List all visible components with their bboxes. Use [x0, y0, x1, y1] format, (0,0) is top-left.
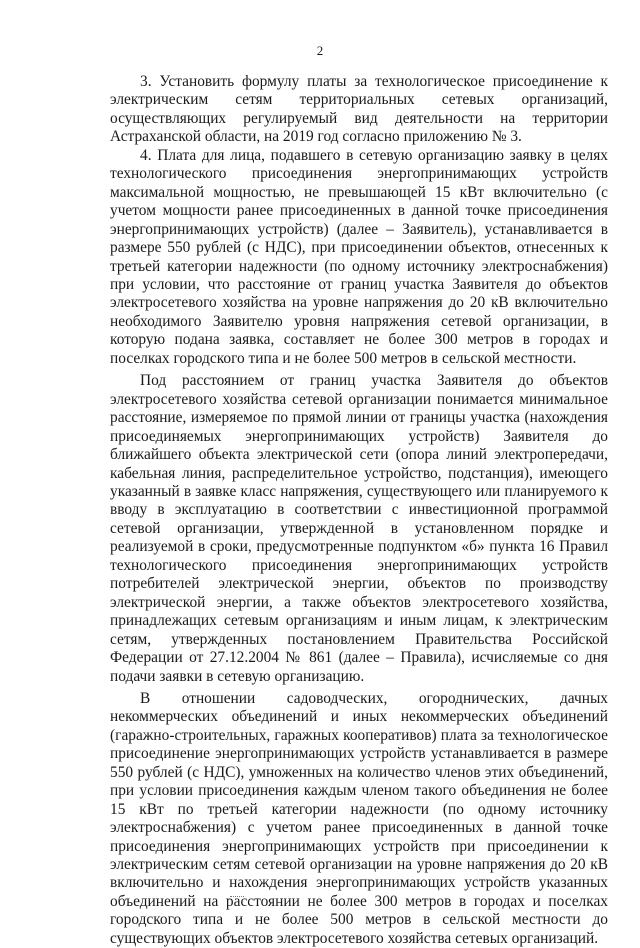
paragraph-item-4: 4. Плата для лица, подавшего в сетевую организацию заявку в целях технологического присоединения энергопринимающих устройств максимальной мощностью, не превышающей 15 кВт включительно (с учетом мощности ранее присоединенных в данной точке присоединения энергопринимающих устройств) (далее – Заявитель), устанавливается в размере 550 рублей (с НДС), при присоединении объектов, отнесенных к третьей категории надежности (по одному источнику электроснабжения) при условии, что расстояние от границ участка Заявителя до объектов электросетевого хозяйства на уровне напряжения до 20 кВ включительно необходимого Заявителю уровня напряжения сетевой организации, в которую подана заявка, составляет не более 300 метров в городах и поселках городского типа и не более 500 метров в сельской местности. [110, 146, 608, 367]
paragraph-distance-definition: Под расстоянием от границ участка Заявителя до объектов электросетевого хозяйства сетевой организации понимается минимальное расстояние, измеряемое по прямой линии от границы участка (нахождения присоединяемых энергопринимающих устройств) Заявителя до ближайшего объекта электрической сети (опора линий электропередачи, кабельная линия, распределительное устройство, подстанция), имеющего указанный в заявке класс напряжения, существующего или планируемого к вводу в эксплуатацию в соответствии с инвестиционной программой сетевой организации, утвержденной в установленном порядке и реализуемой в сроки, предусмотренные подпунктом «б» пункта 16 Правил технологического присоединения энергопринимающих устройств потребителей электрической энергии, объектов по производству электрической энергии, а также объектов электросетевого хозяйства, принадлежащих сетевым организациям и иным лицам, к электрическим сетям, утвержденных постановлением Правительства Российской Федерации от 27.12.2004 № 861 (далее – Правила), исчисляемые со дня подачи заявки в сетевую организацию. [110, 372, 608, 685]
scan-footer-mark [230, 896, 244, 899]
paragraph-nonprofit-associations: В отношении садоводческих, огороднических, дачных некоммерческих объединений и иных некоммерческих объединений (гаражно-строительных, гаражных кооперативов) плата за технологическое присоединение энергопринимающих устройств устанавливается в размере 550 рублей (с НДС), умноженных на количество членов этих объединений, при условии присоединения каждым членом такого объединения не более 15 кВт по третьей категории надежности (по одному источнику электроснабжения) с учетом ранее присоединенных в данной точке присоединения энергопринимающих устройств при присоединении к электрическим сетям сетевой организации на уровне напряжения до 20 кВ включительно и нахождения энергопринимающих устройств указанных объединений на расстоянии не более 300 метров в городах и поселках городского типа и не более 500 метров в сельской местности до существующих объектов электросетевого хозяйства сетевых организаций. [110, 689, 608, 947]
document-body [110, 73, 608, 948]
paragraph-item-3: 3. Установить формулу платы за технологическое присоединение к электрическим сетям территориальных сетевых организаций, осуществляющих регулируемый вид деятельности на территории Астраханской области, на 2019 год согласно приложению № 3. [110, 73, 608, 146]
page-number: 2 [316, 43, 324, 58]
